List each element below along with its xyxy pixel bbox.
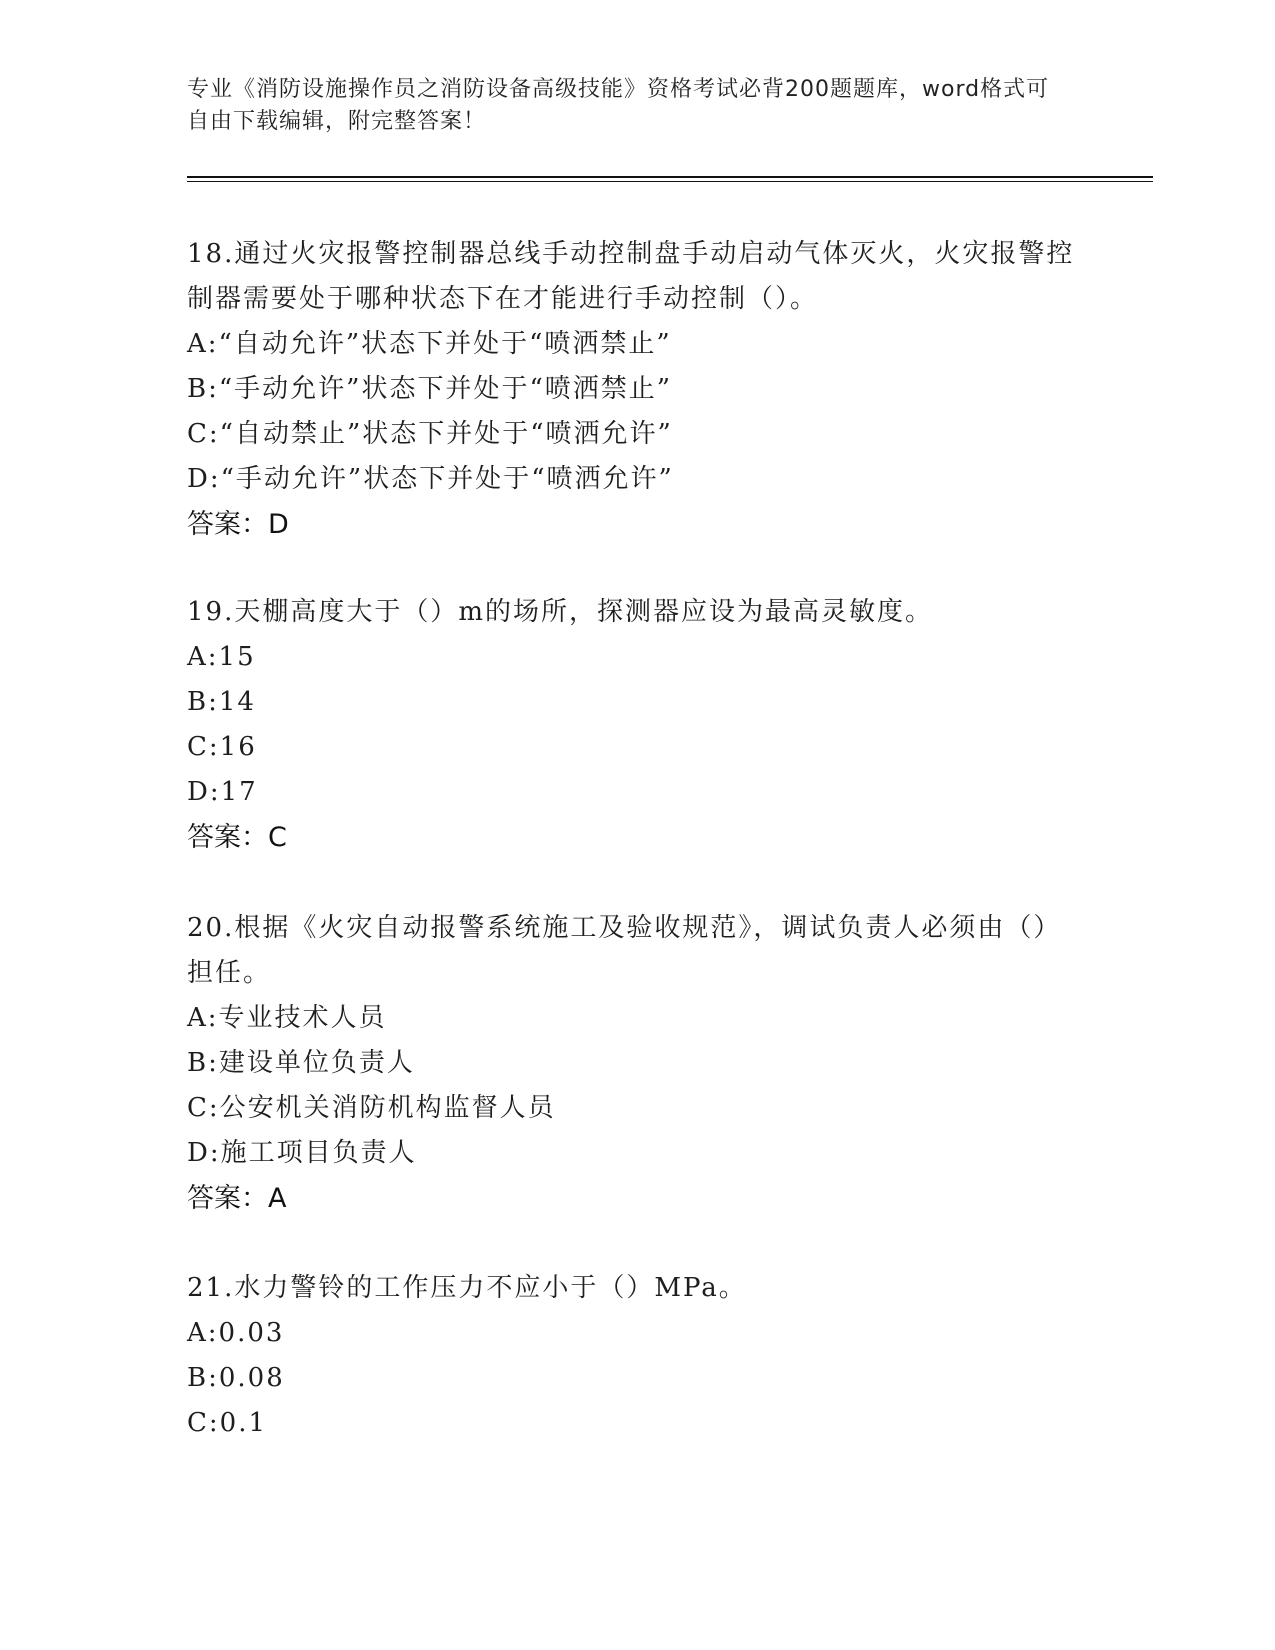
option-b: B:14 bbox=[187, 687, 256, 717]
option-a: A:15 bbox=[187, 642, 256, 672]
option-a: A:“自动允许”状态下并处于“喷洒禁止” bbox=[187, 329, 672, 359]
option-b: B:建设单位负责人 bbox=[187, 1048, 415, 1078]
document-header: 专业《消防设施操作员之消防设备高级技能》资格考试必背200题题库，word格式可自由下载编辑，附完整答案！ bbox=[187, 77, 1050, 134]
question-stem: 21.水力警铃的工作压力不应小于（）MPa。 bbox=[187, 1273, 747, 1303]
option-d: D:17 bbox=[187, 777, 258, 807]
answer-label: 答案：C bbox=[187, 822, 287, 853]
question-stem: 20.根据《火灾自动报警系统施工及验收规范》，调试负责人必须由（）担任。 bbox=[187, 913, 1062, 988]
question-21 bbox=[187, 1266, 1087, 1446]
question-stem: 18.通过火灾报警控制器总线手动控制盘手动启动气体灭火，火灾报警控制器需要处于哪种状态下在才能进行手动控制（）。 bbox=[187, 239, 1075, 314]
header-divider-thin bbox=[187, 181, 1153, 182]
option-c: C:16 bbox=[187, 732, 257, 762]
option-a: A:0.03 bbox=[187, 1318, 285, 1348]
option-c: C:“自动禁止”状态下并处于“喷洒允许” bbox=[187, 419, 673, 449]
question-19 bbox=[187, 590, 1087, 860]
question-20 bbox=[187, 906, 1087, 1221]
option-a: A:专业技术人员 bbox=[187, 1003, 387, 1033]
option-b: B:0.08 bbox=[187, 1363, 285, 1393]
option-b: B:“手动允许”状态下并处于“喷洒禁止” bbox=[187, 374, 673, 404]
question-stem: 19.天棚高度大于（）m的场所，探测器应设为最高灵敏度。 bbox=[187, 597, 934, 627]
option-c: C:公安机关消防机构监督人员 bbox=[187, 1093, 556, 1123]
option-c: C:0.1 bbox=[187, 1408, 268, 1438]
answer-label: 答案：D bbox=[187, 509, 289, 540]
question-18 bbox=[187, 232, 1087, 547]
option-d: D:“手动允许”状态下并处于“喷洒允许” bbox=[187, 464, 674, 494]
answer-label: 答案：A bbox=[187, 1183, 287, 1214]
option-d: D:施工项目负责人 bbox=[187, 1138, 417, 1168]
header-divider-thick bbox=[187, 176, 1153, 178]
